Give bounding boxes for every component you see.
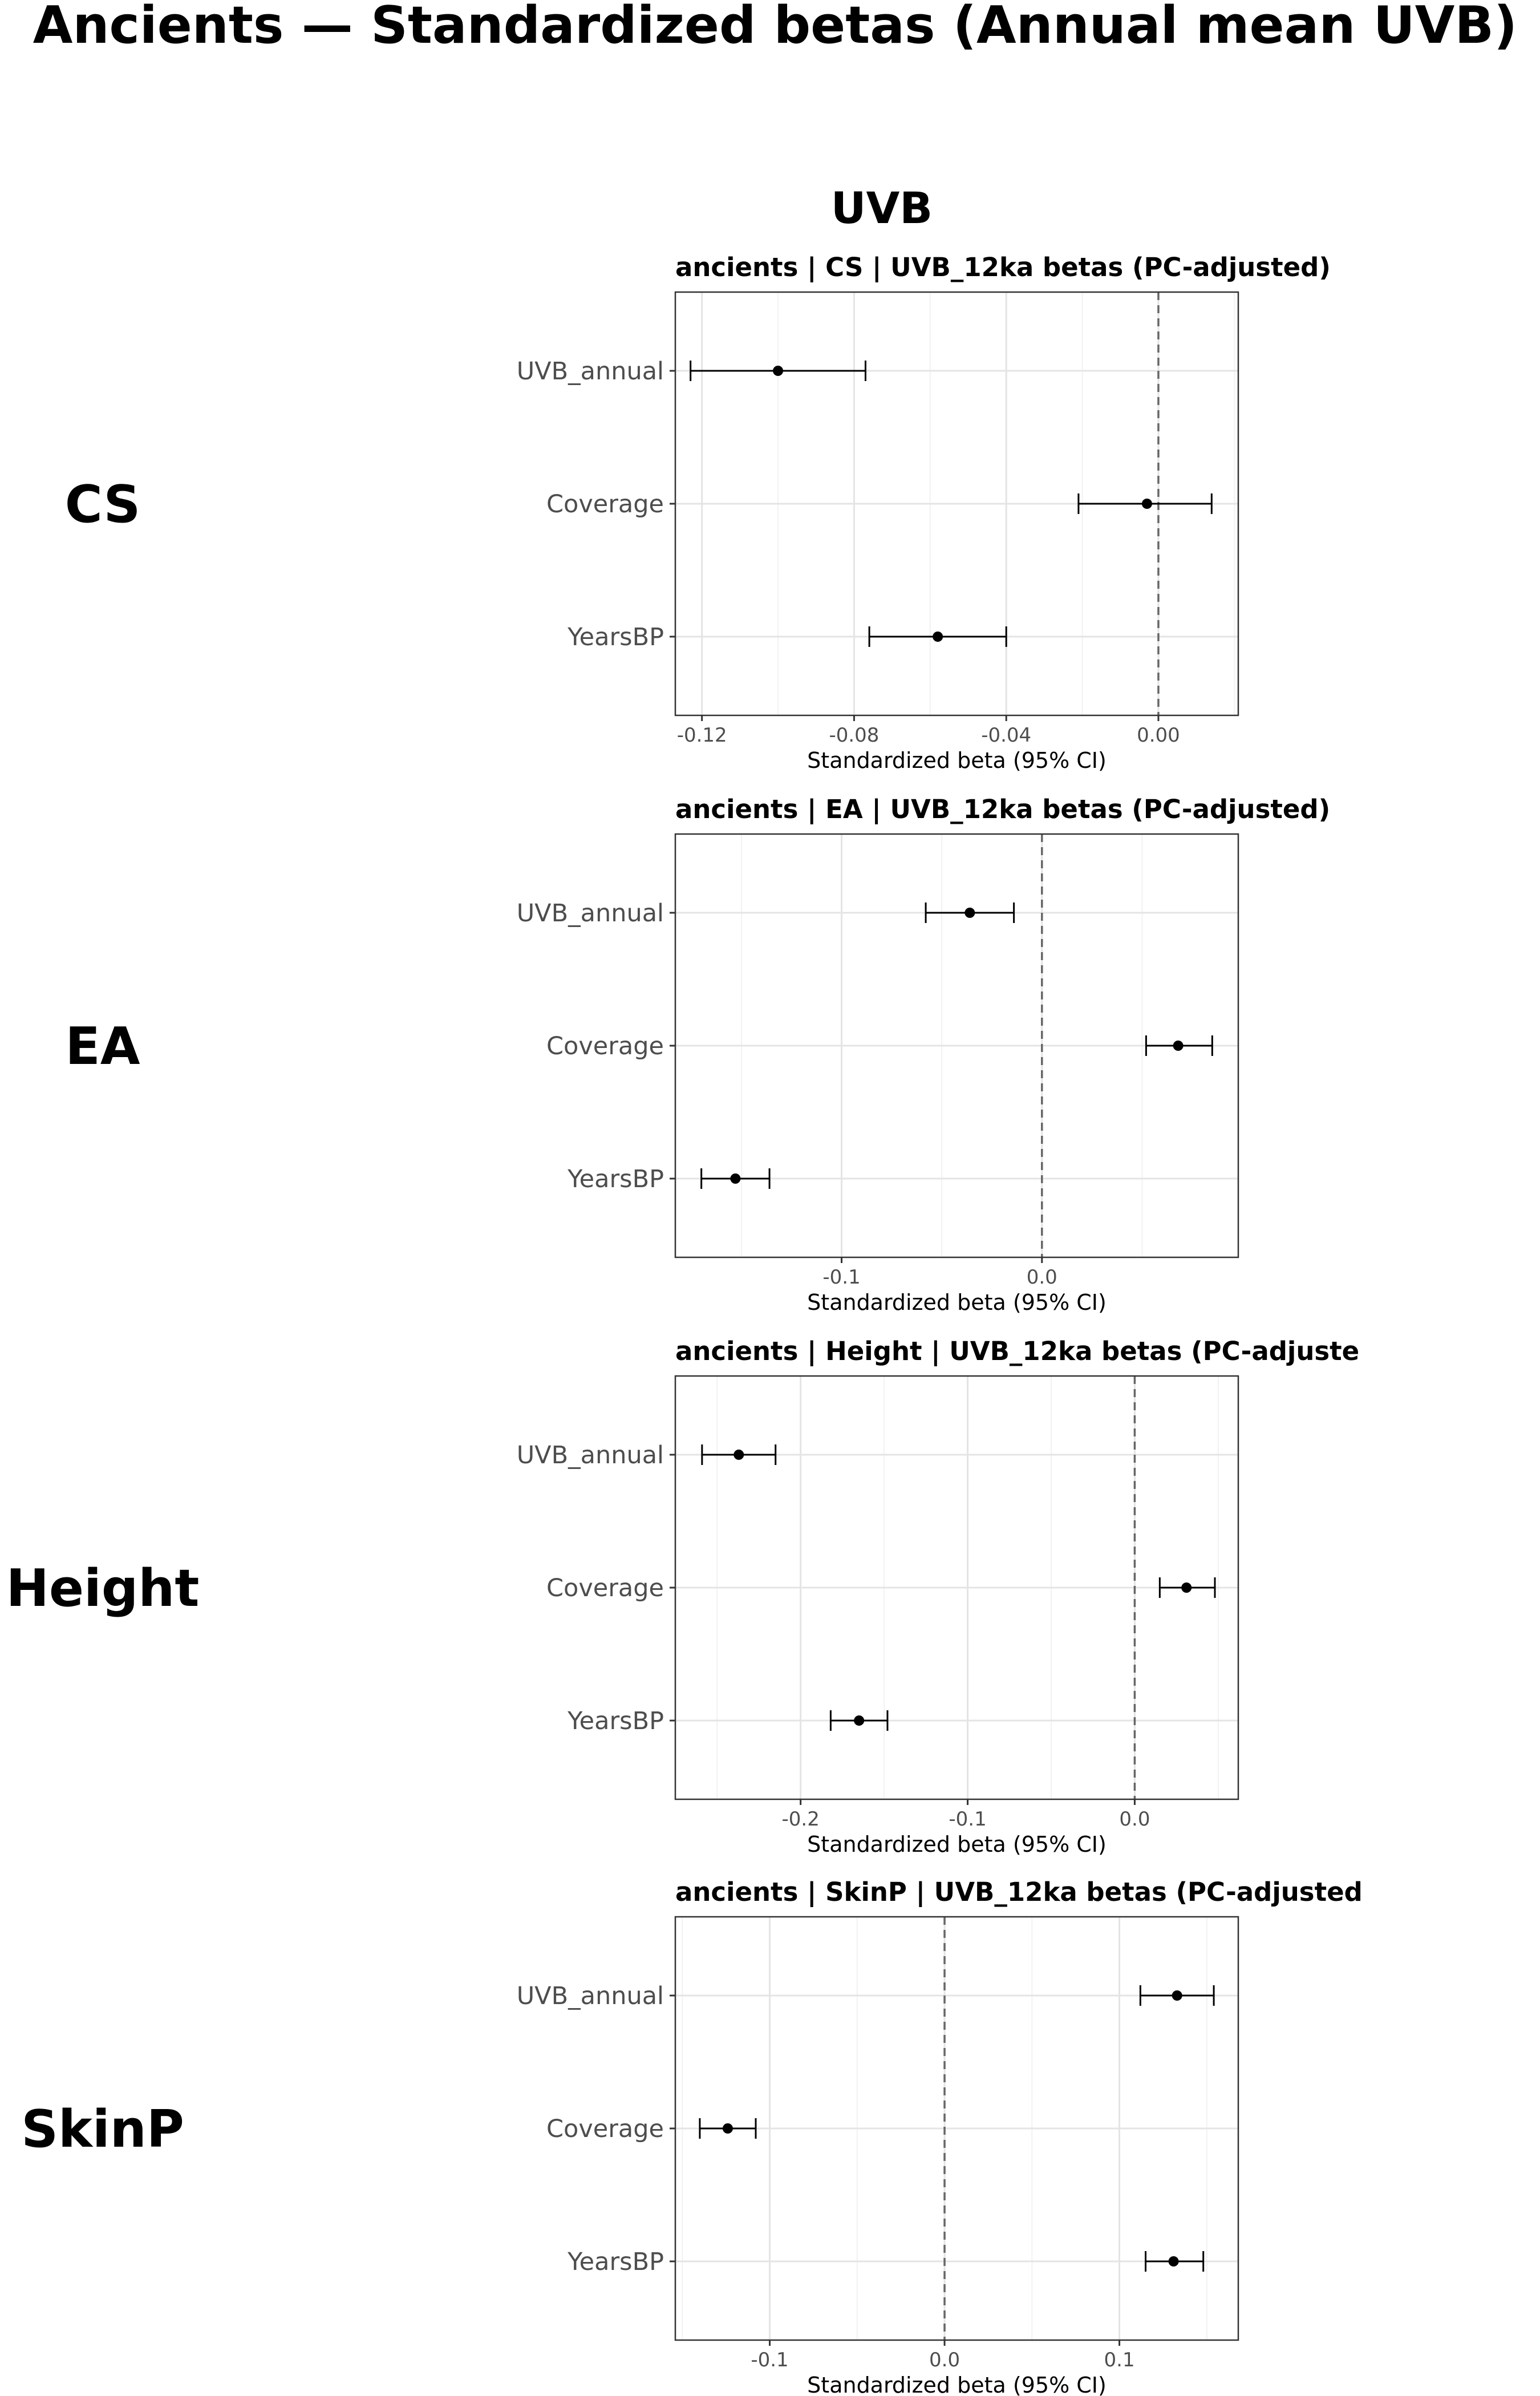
figure-title: Ancients — Standardized betas (Annual mean UVB): [33, 0, 1518, 55]
x-axis-title: Standardized beta (95% CI): [807, 1832, 1107, 1857]
x-tick-label: -0.1: [949, 1808, 987, 1831]
category-label: UVB_annual: [516, 1441, 664, 1470]
x-tick-label: 0.0: [1026, 1266, 1057, 1289]
x-axis-title: Standardized beta (95% CI): [807, 748, 1107, 773]
estimate-point: [854, 1715, 864, 1726]
estimate-point: [733, 1450, 744, 1460]
category-label: UVB_annual: [516, 899, 664, 928]
x-axis-title: Standardized beta (95% CI): [807, 1290, 1107, 1315]
estimate-point: [933, 632, 943, 642]
x-tick-label: -0.2: [781, 1808, 820, 1831]
row-label: CS: [64, 475, 141, 535]
panel-cs: [65, 252, 1331, 773]
category-label: UVB_annual: [516, 1982, 664, 2010]
estimate-point: [730, 1173, 740, 1184]
x-tick-label: -0.12: [676, 724, 727, 747]
category-label: YearsBP: [568, 2248, 664, 2276]
x-tick-label: 0.0: [1119, 1808, 1150, 1831]
panel-title: ancients | Height | UVB_12ka betas (PC-adjuste: [675, 1336, 1360, 1366]
category-label: YearsBP: [568, 623, 664, 651]
panel-title: ancients | CS | UVB_12ka betas (PC-adjusted): [675, 252, 1331, 282]
category-label: Coverage: [546, 1032, 664, 1061]
x-axis-title: Standardized beta (95% CI): [807, 2373, 1107, 2396]
estimate-point: [773, 366, 783, 376]
panel-title: ancients | EA | UVB_12ka betas (PC-adjusted): [675, 794, 1331, 824]
estimate-point: [1169, 2256, 1179, 2267]
estimate-point: [964, 908, 975, 918]
x-tick-label: -0.08: [829, 724, 880, 747]
x-tick-label: -0.04: [981, 724, 1032, 747]
x-tick-label: 0.0: [929, 2349, 961, 2371]
row-label: EA: [65, 1017, 140, 1076]
x-tick-label: 0.1: [1104, 2349, 1135, 2371]
estimate-point: [1142, 499, 1152, 509]
panel-height: [6, 1336, 1360, 1857]
estimate-point: [1172, 1990, 1182, 2001]
estimate-point: [1181, 1583, 1192, 1593]
column-title: UVB: [830, 183, 933, 233]
panel-ea: [65, 794, 1330, 1315]
category-label: UVB_annual: [516, 357, 664, 386]
x-tick-label: -0.1: [751, 2349, 789, 2371]
estimate-point: [1173, 1041, 1184, 1051]
category-label: Coverage: [546, 1574, 664, 1602]
category-label: YearsBP: [568, 1165, 664, 1193]
row-label: SkinP: [21, 2099, 184, 2159]
panel-title: ancients | SkinP | UVB_12ka betas (PC-adjusted: [675, 1877, 1363, 1907]
x-tick-label: -0.1: [822, 1266, 861, 1289]
row-label: Height: [6, 1559, 200, 1618]
panel-skinp: [21, 1877, 1363, 2396]
category-label: YearsBP: [568, 1707, 664, 1735]
estimate-point: [723, 2123, 733, 2134]
forest-plot-panels: [6, 252, 1363, 2396]
x-tick-label: 0.00: [1137, 724, 1180, 747]
category-label: Coverage: [546, 2115, 664, 2143]
category-label: Coverage: [546, 490, 664, 519]
